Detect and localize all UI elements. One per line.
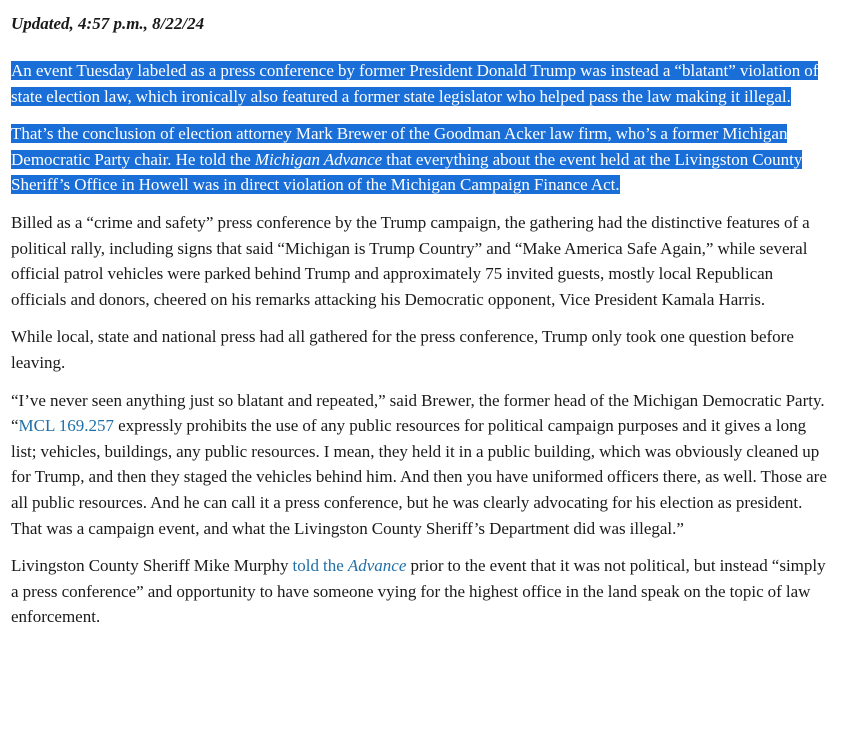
update-timestamp: Updated, 4:57 p.m., 8/22/24	[11, 14, 205, 33]
paragraph-2	[11, 121, 831, 198]
publication-name: Michigan Advance	[254, 149, 383, 169]
paragraph-4: While local, state and national press had all gathered for the press conference, Trump only took one question before leaving.	[11, 327, 794, 372]
paragraph-3: Billed as a “crime and safety” press conference by the Trump campaign, the gathering had the distinctive features of a political rally, including signs that said “Michigan is Trump Country” and “Make America Safe Again,” while several official patrol vehicles were parked behind Trump and approximately 75 invited guests, mostly local Republican officials and donors, cheered on his remarks attacking his Democratic opponent, Vice President Kamala Harris.	[11, 212, 810, 309]
paragraph-6-text-end: prior to the event that it was not political, but instead “simply a press conference” and opportunity to have someone vying for the highest office in the land speak on the topic of law enforcement.	[11, 556, 826, 627]
paragraph-5	[11, 388, 831, 542]
paragraph-6	[11, 553, 831, 630]
paragraph-1	[11, 58, 831, 109]
paragraph-6-text-start: Livingston County Sheriff Mike Murphy	[11, 556, 293, 576]
mcl-law-link[interactable]: MCL 169.257	[18, 416, 115, 436]
told-the-advance-link[interactable]	[293, 556, 407, 575]
link-text: told the	[292, 556, 348, 576]
quote-text-end: expressly prohibits the use of any public resources for political campaign purposes and it gives a long list; vehicles, buildings, any public resources. I mean, they held it in a public building, which was obviously cleaned up for Trump, and then they staged the vehicles behind him. And then you have uniformed officers there, as well. Those are all public resources. And he can call it a press conference, but he was clearly advocating for his election as president. That was a campaign event, and what the Livingston County Sheriff’s Department did was illegal.”	[11, 416, 827, 538]
quote-text-start: “I’ve never seen anything just so blatant and repeated,” said Brewer, the former head of the Michigan Democratic Party. “	[11, 390, 825, 436]
selected-text[interactable]: An event Tuesday labeled as a press conference by former President Donald Trump was instead a “blatant” violation of state election law, which ironically also featured a former state legislator who helped pass the law making it illegal.	[11, 61, 819, 106]
article-body	[11, 0, 831, 630]
paragraph-2-text-end: that everything about the event held at the Livingston County Sheriff’s Office in Howell was in direct violation of the Michigan Campaign Finance Act.	[11, 149, 803, 195]
paragraph-2-text-start: That’s the conclusion of election attorney Mark Brewer of the Goodman Acker law firm, who’s a former Michigan Democratic Party chair. He told the	[11, 124, 788, 169]
link-publication: Advance	[347, 556, 407, 576]
selected-text[interactable]	[11, 124, 802, 194]
